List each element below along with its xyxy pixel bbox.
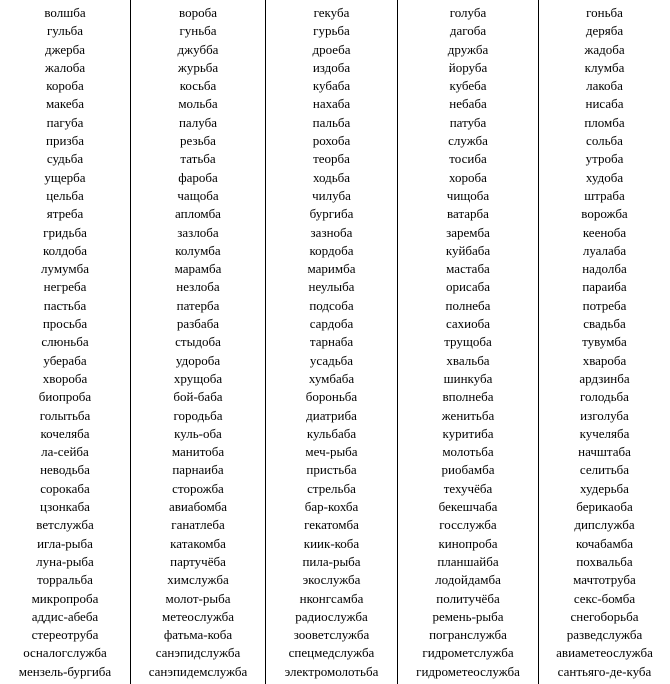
word-cell: деряба — [585, 23, 624, 39]
word-cell: электромолотьба — [284, 663, 379, 679]
word-cell: ватарба — [447, 206, 489, 222]
word-cell: вороба — [179, 5, 217, 20]
word-cell: фароба — [178, 169, 218, 185]
word-cell: сахиоба — [445, 316, 491, 332]
word-cell: фатьма-коба — [163, 627, 233, 643]
word-cell: колумба — [175, 242, 221, 258]
word-cell: санэпидемслужба — [148, 663, 248, 679]
word-cell: гидрометеослужба — [416, 663, 520, 679]
word-cell: погранслужба — [429, 627, 507, 643]
word-cell: мольба — [178, 96, 218, 112]
word-cell: зазлоба — [177, 224, 219, 240]
word-cell: изголуба — [580, 407, 629, 423]
word-cell: призба — [46, 133, 84, 149]
word-cell: кучеляба — [579, 425, 630, 441]
word-cell: джерба — [44, 41, 86, 57]
word-cell: йоруба — [448, 59, 488, 75]
word-cell: пристьба — [306, 462, 357, 478]
word-cell: татьба — [180, 151, 216, 167]
word-cell: просьба — [42, 316, 88, 332]
word-cell: госслужба — [439, 517, 497, 533]
word-cell: тарнаба — [309, 334, 354, 350]
word-cell: судьба — [46, 151, 84, 167]
word-cell: метеослужба — [161, 608, 235, 624]
word-cell: бой-баба — [173, 389, 223, 405]
word-cell: орисаба — [445, 279, 491, 295]
word-cell: патерба — [176, 297, 220, 313]
word-cell: кочеляба — [40, 425, 90, 441]
word-cell: штраба — [584, 187, 625, 203]
word-cell: пастьба — [43, 297, 87, 313]
word-cell: худоба — [585, 169, 624, 185]
word-cell: вполнеба — [442, 389, 494, 405]
word-cell: марамба — [174, 261, 222, 277]
word-cell: ардзинба — [579, 370, 630, 386]
word-cell: дагоба — [449, 23, 487, 39]
word-cell: манитоба — [171, 444, 225, 460]
word-cell: зооветслужба — [293, 627, 370, 643]
word-cell: маримба — [307, 261, 356, 277]
word-cell: мастаба — [446, 261, 490, 277]
word-cell: бороньба — [305, 389, 358, 405]
word-cell: гидрометслужба — [422, 645, 514, 661]
word-cell: сорокаба — [40, 480, 90, 496]
word-cell: хвальба — [446, 352, 490, 368]
word-cell: заремба — [446, 224, 490, 240]
word-cell: патуба — [449, 114, 487, 130]
word-cell: голытьба — [39, 407, 91, 423]
word-cell: тосиба — [449, 151, 487, 167]
word-cell: авиабомба — [168, 499, 228, 515]
word-cell: кубаба — [312, 78, 351, 94]
word-cell: сардоба — [309, 316, 354, 332]
word-cell: берикаоба — [576, 499, 633, 515]
word-cell: пломба — [584, 114, 625, 130]
word-cell: гридьба — [43, 224, 87, 240]
word-cell: хумбаба — [308, 370, 355, 386]
word-cell: городьба — [173, 407, 223, 423]
word-cell: убераба — [43, 352, 87, 368]
word-cell: бургиба — [309, 206, 354, 222]
word-cell: спецмедслужба — [288, 645, 375, 661]
word-cell: хороба — [449, 169, 487, 185]
word-cell: надолба — [582, 261, 627, 277]
word-cell: бар-кохба — [304, 499, 359, 515]
word-cell: худерьба — [580, 480, 629, 496]
word-cell: сторожба — [172, 480, 224, 496]
word-cell: авиаметеослужба — [556, 645, 653, 661]
word-cell: гурьба — [313, 23, 350, 39]
word-cell: утроба — [585, 151, 624, 167]
word-cell: планшайба — [437, 553, 499, 569]
word-cell: стереотруба — [31, 627, 99, 643]
word-cell: молотьба — [442, 444, 494, 460]
word-cell: волшба — [44, 5, 86, 20]
word-cell: торральба — [37, 572, 93, 588]
word-cell: кинопроба — [438, 535, 498, 551]
word-cell: экослужба — [302, 572, 361, 588]
word-cell: лакоба — [586, 78, 623, 94]
word-cell: жадоба — [584, 41, 625, 57]
word-cell: ущерба — [44, 169, 86, 185]
word-cell: техучёба — [443, 480, 493, 496]
word-cell: партучёба — [170, 553, 226, 569]
word-cell: рохоба — [312, 133, 351, 149]
word-cell: игла-рыба — [37, 535, 93, 551]
word-cell: риобамба — [441, 462, 495, 478]
word-cell: бекешчаба — [438, 499, 498, 515]
word-cell: дроеба — [312, 41, 351, 57]
word-cell: киик-коба — [303, 535, 360, 551]
word-cell: молот-рыба — [165, 590, 231, 606]
word-cell: пагуба — [46, 114, 84, 130]
word-cell: санэпидслужба — [155, 645, 241, 661]
word-cell: издоба — [312, 59, 351, 75]
word-cell: гоньба — [586, 5, 623, 20]
word-cell: ятреба — [46, 206, 84, 222]
word-cell: луна-рыба — [36, 553, 94, 569]
word-cell: химслужба — [167, 572, 229, 588]
word-cell: кубеба — [449, 78, 487, 94]
word-cell: короба — [46, 78, 84, 94]
word-cell: журьба — [177, 59, 219, 75]
word-column-4 — [397, 0, 538, 684]
word-cell: куйбаба — [445, 242, 491, 258]
word-cell: хвароба — [582, 352, 627, 368]
word-cell: джубба — [177, 41, 219, 57]
word-cell: лодойдамба — [435, 572, 501, 588]
word-cell: диатриба — [306, 407, 357, 423]
word-cell: снегоборьба — [570, 608, 639, 624]
word-cell: чищоба — [446, 187, 490, 203]
word-cell: нисаба — [585, 96, 624, 112]
word-column-1 — [0, 0, 130, 684]
word-cell: пила-рыба — [302, 553, 361, 569]
word-cell: дружба — [447, 41, 489, 57]
word-cell: кульбаба — [306, 425, 357, 441]
word-cell: параиба — [582, 279, 627, 295]
word-cell: чилуба — [312, 187, 351, 203]
word-cell: тувумба — [582, 334, 627, 350]
word-cell: женитьба — [441, 407, 495, 423]
word-cell: биопроба — [38, 389, 92, 405]
word-cell: хрущоба — [173, 370, 223, 386]
word-cell: кочабамба — [575, 535, 634, 551]
word-cell: косьба — [179, 78, 217, 94]
word-cell: микропроба — [31, 590, 99, 606]
word-cell: начштаба — [578, 444, 631, 460]
word-cell: осналогслужба — [23, 645, 107, 661]
word-cell: ветслужба — [36, 517, 94, 533]
word-cell: нахаба — [312, 96, 351, 112]
word-cell: апломба — [175, 206, 221, 222]
word-cell: гекатомба — [304, 517, 359, 533]
word-cell: шинкуба — [443, 370, 493, 386]
word-cell: неводьба — [40, 462, 90, 478]
word-cell: гуньба — [179, 23, 217, 39]
word-cell: сантьяго-де-куба — [557, 663, 652, 679]
word-cell: радиослужба — [295, 608, 368, 624]
word-cell: хвороба — [42, 370, 88, 386]
word-cell: луалаба — [582, 242, 627, 258]
word-cell: дипслужба — [574, 517, 635, 533]
word-cell: чащоба — [177, 187, 219, 203]
word-cell: мачтотруба — [573, 572, 636, 588]
word-cell: сольба — [586, 133, 623, 149]
word-cell: аддис-абеба — [31, 608, 99, 624]
word-cell: пальба — [312, 114, 351, 130]
word-cell: неулыба — [308, 279, 355, 295]
word-cell: разведслужба — [566, 627, 643, 643]
word-cell: секс-бомба — [573, 590, 636, 606]
word-cell: клумба — [584, 59, 625, 75]
word-cell: ходьба — [312, 169, 351, 185]
word-cell: разбаба — [176, 316, 220, 332]
word-cell: удороба — [175, 352, 221, 368]
word-cell: резьба — [180, 133, 216, 149]
word-cell: голуба — [449, 5, 487, 20]
word-cell: ганатлеба — [171, 517, 225, 533]
word-cell: политучёба — [436, 590, 500, 606]
word-column-2 — [130, 0, 265, 684]
word-cell: трущоба — [444, 334, 492, 350]
word-cell: полнеба — [445, 297, 491, 313]
word-cell: теорба — [313, 151, 350, 167]
word-cell: голодьба — [580, 389, 629, 405]
word-cell: свадьба — [583, 316, 626, 332]
word-cell: колдоба — [43, 242, 87, 258]
word-cell: куль-оба — [174, 425, 222, 441]
word-cell: нконгсамба — [299, 590, 364, 606]
word-column-5 — [538, 0, 670, 684]
word-cell: палуба — [178, 114, 218, 130]
word-cell: куритиба — [442, 425, 494, 441]
word-cell: стрельба — [307, 480, 356, 496]
word-cell: мензель-бургиба — [18, 663, 112, 679]
word-cell: ремень-рыба — [432, 608, 504, 624]
word-cell: слюньба — [41, 334, 89, 350]
word-cell: стыдоба — [175, 334, 221, 350]
word-cell: жалоба — [44, 59, 86, 75]
word-cell: макеба — [45, 96, 85, 112]
word-cell: гекуба — [313, 5, 350, 20]
word-cell: кордоба — [309, 242, 354, 258]
word-cell: подсоба — [309, 297, 354, 313]
word-cell: лумумба — [41, 261, 89, 277]
word-column-3 — [265, 0, 397, 684]
word-cell: ла-сейба — [41, 444, 89, 460]
word-cell: негреба — [43, 279, 87, 295]
word-cell: цзонкаба — [40, 499, 90, 515]
word-cell: потреба — [582, 297, 627, 313]
word-cell: гульба — [46, 23, 84, 39]
word-cell: служба — [448, 133, 488, 149]
word-cell: небаба — [449, 96, 487, 112]
word-cell: незлоба — [176, 279, 220, 295]
word-cell: меч-рыба — [305, 444, 358, 460]
word-cell: ворожба — [581, 206, 628, 222]
word-cell: похвальба — [576, 553, 633, 569]
word-cell: селитьба — [579, 462, 630, 478]
word-cell: парнаиба — [172, 462, 224, 478]
word-cell: зазноба — [310, 224, 353, 240]
word-cell: катакомба — [170, 535, 226, 551]
word-cell: цельба — [46, 187, 84, 203]
word-cell: кееноба — [582, 224, 627, 240]
word-cell: усадьба — [309, 352, 354, 368]
